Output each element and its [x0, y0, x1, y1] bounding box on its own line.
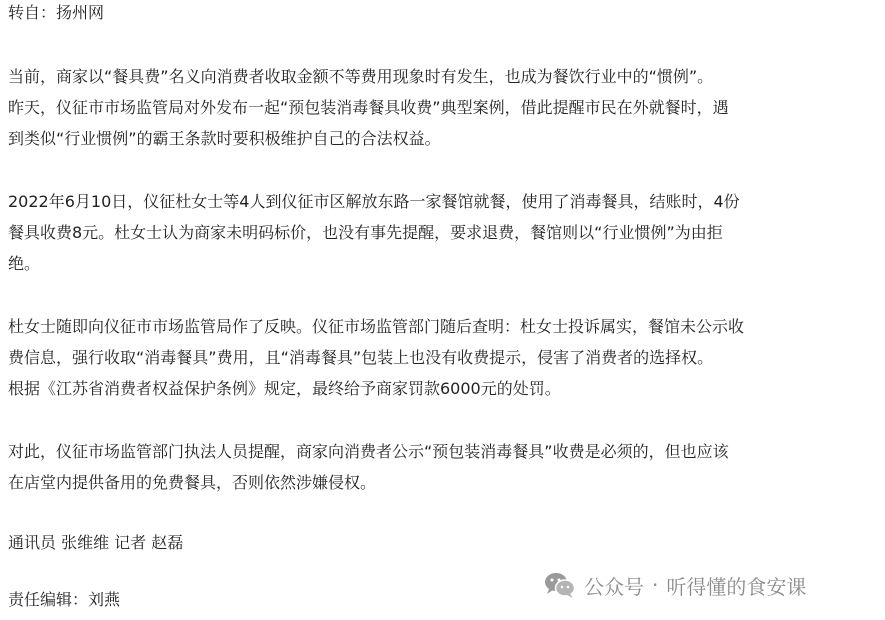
wechat-account-watermark — [544, 568, 806, 602]
paragraph-reminder — [8, 436, 878, 498]
paragraph-line: 在店堂内提供备用的免费餐具，否则依然涉嫌侵权。 — [8, 473, 377, 492]
watermark-prefix: 公众号 — [584, 574, 644, 599]
paragraph-incident — [8, 186, 878, 279]
paragraph-investigation — [8, 311, 878, 404]
paragraph-line: 对此，仪征市场监管部门执法人员提醒，商家向消费者公示“预包装消毒餐具”收费是必须的，但也应该 — [8, 442, 729, 461]
paragraph-intro — [8, 61, 878, 154]
paragraph-line: 绝。 — [8, 254, 41, 273]
paragraph-line: 当前，商家以“餐具费”名义向消费者收取金额不等费用现象时有发生，也成为餐饮行业中的“惯例”。 — [8, 67, 714, 86]
watermark-account-name: 听得懂的食安课 — [666, 574, 807, 599]
wechat-icon — [544, 571, 576, 599]
paragraph-line: 餐具收费8元。杜女士认为商家未明码标价，也没有事先提醒，要求退费，餐馆则以“行业惯例”为由拒 — [8, 223, 723, 242]
paragraph-line: 昨天，仪征市市场监管局对外发布一起“预包装消毒餐具收费”典型案例，借此提醒市民在外就餐时，遇 — [8, 98, 729, 117]
paragraph-line: 杜女士随即向仪征市市场监管局作了反映。仪征市场监管部门随后查明：杜女士投诉属实，餐馆未公示收 — [8, 317, 745, 336]
watermark-separator: · — [652, 573, 659, 597]
byline: 通讯员 张维维 记者 赵磊 — [8, 533, 184, 552]
editor-line: 责任编辑：刘燕 — [8, 590, 121, 609]
paragraph-line: 根据《江苏省消费者权益保护条例》规定，最终给予商家罚款6000元的处罚。 — [8, 379, 561, 398]
article — [8, 0, 878, 613]
paragraph-line: 费信息，强行收取“消毒餐具”费用，且“消毒餐具”包装上也没有收费提示，侵害了消费者的选择权。 — [8, 348, 714, 367]
paragraph-line: 2022年6月10日，仪征杜女士等4人到仪征市区解放东路一家餐馆就餐，使用了消毒餐具，结账时，4份 — [8, 192, 740, 211]
source-line: 转自：扬州网 — [8, 3, 105, 22]
paragraph-line: 到类似“行业惯例”的霸王条款时要积极维护自己的合法权益。 — [8, 129, 441, 148]
